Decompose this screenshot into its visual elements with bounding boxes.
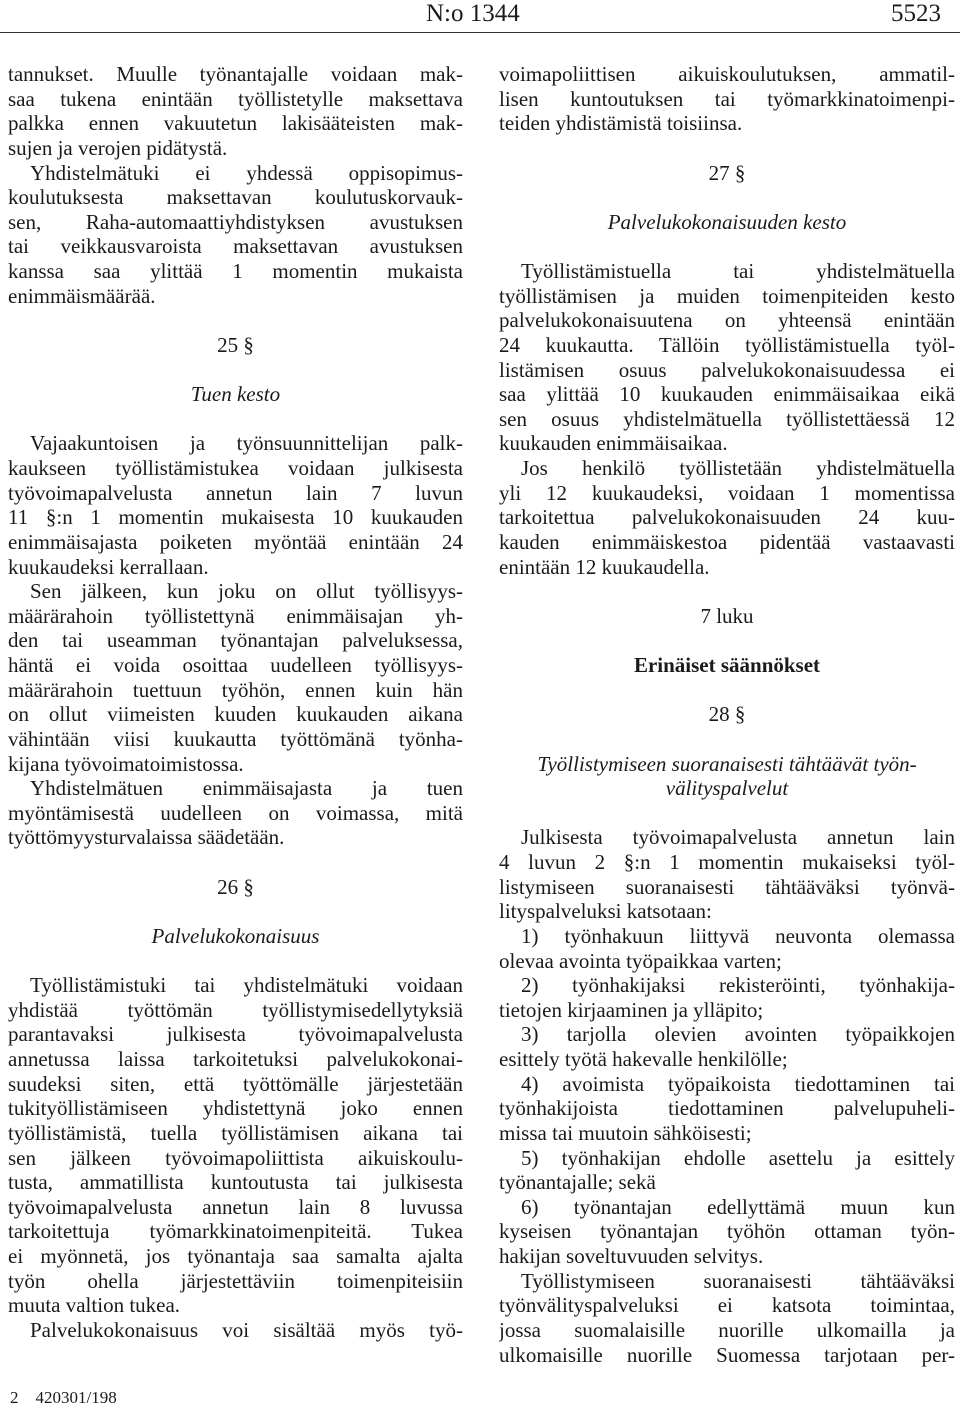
text-line: Yhdistelmätuen enimmäisajasta ja tuen: [30, 776, 463, 801]
text-line: sen osuus yhdistelmätuella työllistettäessä 12: [499, 406, 955, 431]
text-line: kyseisen työnantajan työhön ottaman työn-: [499, 1219, 955, 1244]
text-line: tarkoitettuja työmarkkinatoimenpiteitä. Tukea: [8, 1219, 463, 1244]
text-line: sujen ja verojen pidätystä.: [8, 135, 228, 160]
text-line: työn ohella järjestettäviin toimenpiteisiin: [8, 1268, 463, 1293]
text-line: 4 luvun 2 §:n 1 momentin mukaiseksi työl-: [499, 850, 955, 874]
text-line: saa tukena enintään työllistetylle maksettava: [8, 86, 463, 111]
text-line: hakijan soveltuvuuden selvitys.: [499, 1244, 764, 1268]
text-line: kanssa saa ylittää 1 momentin mukaista: [8, 259, 463, 283]
spacer: [499, 628, 955, 653]
spacer: [8, 308, 463, 333]
text-line: tannukset. Muulle työnantajalle voidaan mak-: [8, 62, 463, 86]
text-line: työnvälityspalveluksi ei katsota toimintaa,: [499, 1293, 955, 1318]
right-column: [499, 62, 955, 1367]
text-line: 5) työnhakijan ehdolle asettelu ja esittely: [521, 1145, 955, 1170]
text-line: voimapoliittisen aikuiskoulutuksen, ammatil-: [499, 62, 955, 86]
text-line: koulutuksesta maksettavan koulutuskorvauk-: [8, 185, 463, 210]
text-line: vähintään viisi kuukautta työttömänä työnha-: [8, 726, 463, 751]
section-title: Työllistymiseen suoranaisesti tähtäävät työn-: [537, 751, 917, 776]
spacer: [499, 727, 955, 752]
print-code: 2 420301/198: [10, 1388, 117, 1407]
text-line: yhdistää työttömän työllistymisedellytyksiä: [8, 997, 463, 1022]
text-line: työttömyysturvalaissa säädetään.: [8, 825, 285, 850]
text-line: työllistämisen ja muiden toimenpiteiden kesto: [499, 283, 955, 308]
text-line: työnhakijoista tiedottaminen palvelupuheli-: [499, 1096, 955, 1121]
spacer: [499, 234, 955, 259]
text-line: Julkisesta työvoimapalvelusta annetun lain: [521, 825, 955, 850]
text-line: tai veikkausvaroista maksettavan avustuksen: [8, 234, 463, 259]
spacer: [8, 407, 463, 432]
text-line: 4) avoimista työpaikoista tiedottaminen tai: [521, 1071, 955, 1096]
text-line: 2) työnhakijaksi rekisteröinti, työnhakija-: [521, 973, 955, 998]
left-column: [8, 62, 463, 1343]
text-line: Vajaakuntoisen ja työnsuunnittelijan palk-: [30, 431, 463, 456]
text-line: sen, Raha-automaattiyhdistyksen avustuksen: [8, 209, 463, 234]
text-line: 24 kuukautta. Tällöin työllistämistuella työl-: [499, 332, 955, 357]
text-line: enimmäismäärää.: [8, 283, 156, 308]
text-line: Työllistämistuella tai yhdistelmätuella: [521, 259, 955, 283]
section-number: 28 §: [708, 702, 746, 727]
section-number: 25 §: [217, 332, 254, 357]
spacer: [8, 358, 463, 383]
page-number: 5523: [891, 0, 941, 27]
text-line: tusta, ammatillista kuntoutusta tai julkisesta: [8, 1170, 463, 1195]
chapter-number: 7 luku: [700, 603, 754, 628]
text-line: saa ylittää 10 kuukauden enimmäisaikaa eikä: [499, 382, 955, 407]
text-line: lisen kuntoutuksen tai työmarkkinatoimenpi-: [499, 86, 955, 111]
text-line: palvelukokonaisuutena on yhteensä enintään: [499, 308, 955, 333]
section-number: 27 §: [708, 160, 746, 185]
section-title: Palvelukokonaisuus: [151, 923, 320, 948]
section-number: 26 §: [217, 874, 254, 899]
text-line: listämisen osuus palvelukokonaisuudessa ei: [499, 357, 955, 382]
spacer: [8, 949, 463, 974]
chapter-title: Erinäiset säännökset: [633, 653, 821, 677]
text-line: Työllistymiseen suoranaisesti tähtääväksi: [521, 1268, 955, 1293]
text-line: yli 12 kuukaudeksi, voidaan 1 momentissa: [499, 480, 955, 505]
spacer: [499, 801, 955, 826]
text-line: enimmäisajasta poiketen myöntää enintään 24: [8, 529, 463, 554]
text-line: ulkomaisille nuorille Suomessa tarjotaan per-: [499, 1342, 955, 1367]
text-line: kuukauden enimmäisaikaa.: [499, 431, 728, 456]
text-line: ei myönnetä, jos työnantaja saa samalta ajalta: [8, 1244, 463, 1268]
spacer: [499, 678, 955, 703]
text-line: kuukaudeksi kerrallaan.: [8, 554, 209, 579]
text-line: annetussa laissa tarkoitetuksi palvelukokonai-: [8, 1047, 463, 1071]
section-title: Palvelukokonaisuuden kesto: [607, 209, 847, 234]
text-line: tukityöllistämiseen yhdistettynä joko ennen: [8, 1096, 463, 1121]
text-line: määrärahoin tuettuun työhön, ennen kuin hän: [8, 677, 463, 702]
text-line: myöntämisestä uudelleen on voimassa, mitä: [8, 800, 463, 825]
text-line: palkka ennen vakuutetun lakisääteisten mak-: [8, 111, 463, 136]
header-rule: [0, 32, 960, 33]
text-line: parantavaksi julkisesta työvoimapalvelusta: [8, 1022, 463, 1047]
text-line: 3) tarjolla olevien avointen työpaikkojen: [521, 1022, 955, 1047]
issue-number: N:o 1344: [426, 0, 520, 27]
text-line: 1) työnhakuun liittyvä neuvonta olemassa: [521, 923, 955, 948]
text-line: kaukseen työllistämistukea voidaan julkisesta: [8, 456, 463, 480]
text-line: tarkoitettua palvelukokonaisuuden 24 kuu-: [499, 505, 955, 530]
text-line: työnantajalle; sekä: [499, 1170, 656, 1195]
spacer: [499, 579, 955, 604]
text-line: listymiseen suoranaisesti tähtääväksi työnvä-: [499, 874, 955, 899]
text-line: määrärahoin työllistettynä enimmäisajan yh-: [8, 603, 463, 628]
text-line: Työllistämistuki tai yhdistelmätuki voidaan: [30, 973, 463, 998]
text-line: teiden yhdistämistä toisiinsa.: [499, 111, 743, 136]
text-line: muuta valtion tukea.: [8, 1293, 181, 1318]
text-line: työllistämistä, tuella työllistämisen aikana tai: [8, 1120, 463, 1145]
text-line: työvoimapalvelusta annetun lain 7 luvun: [8, 480, 463, 505]
text-line: 6) työnantajan edellyttämä muun kun: [521, 1194, 955, 1219]
text-line: Palvelukokonaisuus voi sisältää myös työ-: [30, 1317, 463, 1342]
spacer: [8, 850, 463, 875]
text-line: lityspalveluksi katsotaan:: [499, 899, 712, 924]
text-line: Yhdistelmätuki ei yhdessä oppisopimus-: [30, 160, 463, 185]
spacer: [499, 136, 955, 161]
text-line: tietojen kirjaaminen ja ylläpito;: [499, 997, 764, 1022]
text-line: missa tai muutoin sähköisesti;: [499, 1120, 752, 1145]
text-line: kauden enimmäiskestoa pidentää vastaavasti: [499, 529, 955, 554]
text-line: Sen jälkeen, kun joku on ollut työllisyys-: [30, 579, 463, 604]
text-line: työvoimapalvelusta annetun lain 8 luvussa: [8, 1194, 463, 1219]
text-line: kijana työvoimatoimistossa.: [8, 751, 244, 776]
text-line: enintään 12 kuukaudella.: [499, 554, 710, 579]
text-line: Jos henkilö työllistetään yhdistelmätuella: [521, 456, 955, 480]
text-line: jossa suomalaisille nuorille ulkomailla ja: [499, 1317, 955, 1342]
text-line: den tai useamman työnantajan palveluksessa,: [8, 628, 463, 653]
text-line: esittely työtä hakevalle henkilölle;: [499, 1047, 788, 1071]
spacer: [499, 185, 955, 210]
section-title: välityspalvelut: [665, 776, 789, 801]
text-line: on ollut viimeisten kuuden kuukauden aikana: [8, 702, 463, 727]
text-line: 11 §:n 1 momentin mukaisesta 10 kuukauden: [8, 505, 463, 530]
text-line: sen jälkeen työvoimapoliittista aikuiskoulu-: [8, 1145, 463, 1170]
spacer: [8, 899, 463, 924]
text-line: olevaa avointa työpaikkaa varten;: [499, 948, 782, 973]
text-line: suudeksi siten, että työttömälle järjestetään: [8, 1071, 463, 1096]
text-line: häntä ei voida osoittaa uudelleen työllisyys-: [8, 653, 463, 677]
section-title: Tuen kesto: [190, 382, 281, 407]
